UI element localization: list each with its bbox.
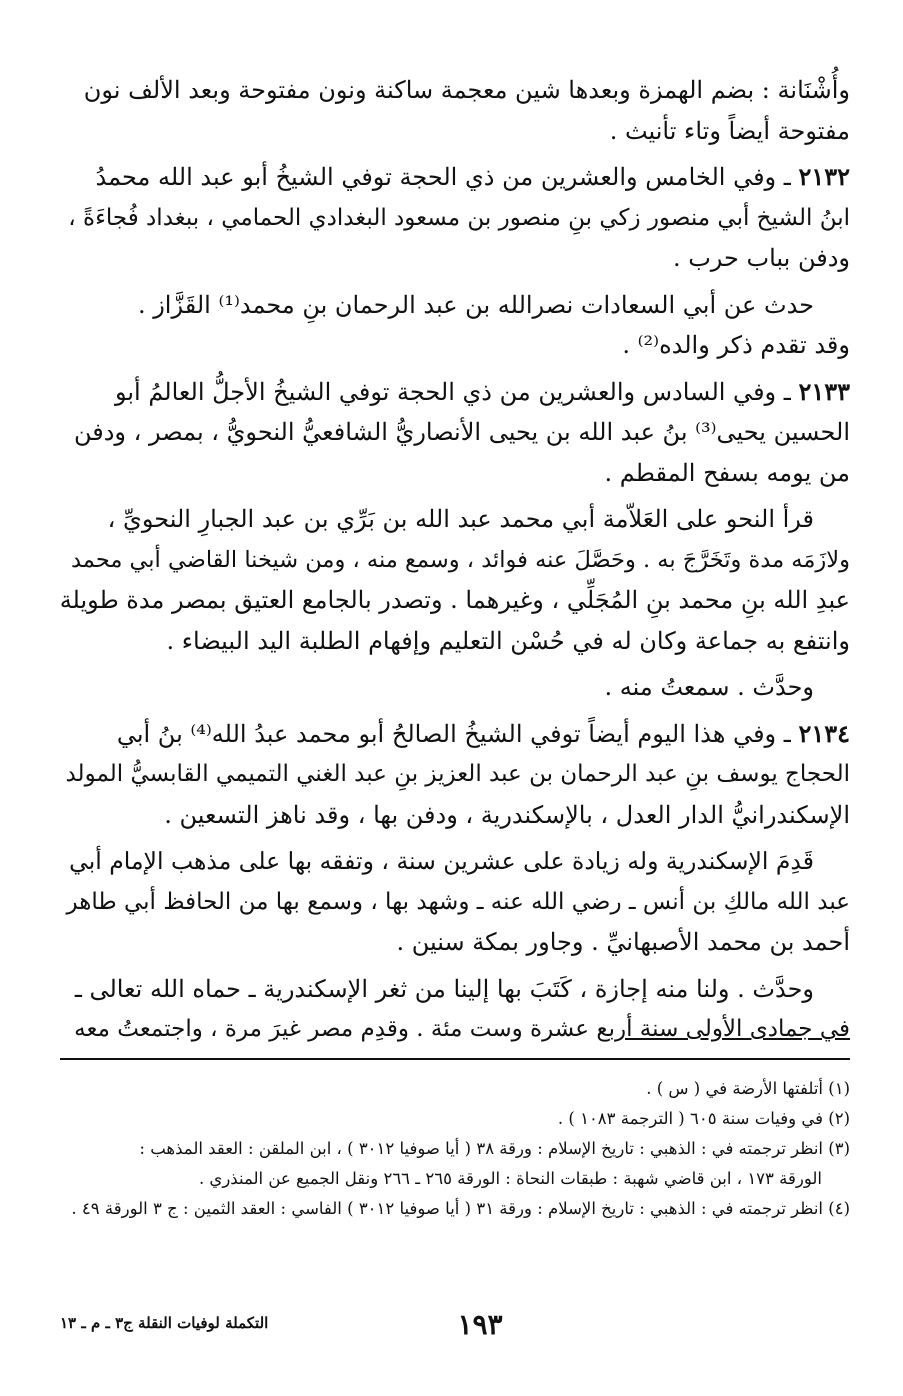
entry-number: ٢١٣٤ xyxy=(798,718,850,748)
entry-paragraph xyxy=(60,714,850,836)
line-text: حدث عن أبي السعادات نصرالله بن عبد الرحمان بنِ محمد⁽¹⁾ القَزَّاز . xyxy=(137,290,814,319)
text-line xyxy=(60,70,850,111)
text-line xyxy=(60,714,850,755)
line-text: ودفن بباب حرب . xyxy=(672,244,850,272)
text-line xyxy=(60,111,850,152)
entry-number: ٢١٣٣ xyxy=(798,376,850,406)
footnote: (١) أتلفتها الأرضة في ( س ) . xyxy=(646,1078,850,1098)
text-line xyxy=(60,499,850,540)
text-line xyxy=(60,198,850,239)
entry-paragraph xyxy=(60,157,850,279)
text-line xyxy=(60,754,850,795)
line-text: ـ وفي هذا اليوم أيضاً توفي الشيخُ الصالحُ أبو محمد عبدُ الله⁽⁴⁾ بنُ أبي xyxy=(116,719,791,748)
line-text: الإسكندرانيُّ الدار العدل ، بالإسكندرية ، ودفن بها ، وقد ناهز التسعين . xyxy=(164,800,850,829)
line-text: قرأ النحو على العَلاّمة أبي محمد عبد الله بن بَرِّي بن عبد الجبارِ النحويِّ ، xyxy=(107,505,814,533)
text-line xyxy=(60,372,850,413)
paragraph xyxy=(60,285,850,366)
line-text: قَدِمَ الإسكندرية وله زيادة على عشرين سنة ، وتفقه بها على مذهب الإمام أبي xyxy=(69,847,814,875)
page-footer xyxy=(60,1308,850,1348)
text-line xyxy=(60,157,850,198)
line-text: ـ وفي الخامس والعشرين من ذي الحجة توفي الشيخُ أبو عبد الله محمدُ xyxy=(95,163,791,191)
text-line xyxy=(60,580,850,621)
footnote: (٣) انظر ترجمته في : الذهبي : تاريخ الإسلام : ورقة ٣٨ ( أيا صوفيا ٣٠١٢ ) ، ابن الملقن : العقد المذهب : xyxy=(139,1138,850,1158)
text-line xyxy=(60,238,850,279)
text-line xyxy=(60,969,850,1010)
text-line xyxy=(60,922,850,963)
line-text: وحدَّث . ولنا منه إجازة ، كَتَبَ بها إلينا من ثغر الإسكندرية ـ حماه الله تعالى ـ xyxy=(74,974,814,1003)
footnotes xyxy=(60,1074,850,1224)
footnote: (٢) في وفيات سنة ٦٠٥ ( الترجمة ١٠٨٣ ) . xyxy=(557,1108,850,1128)
line-text: ـ وفي السادس والعشرين من ذي الحجة توفي الشيخُ الأجلُّ العالمُ أبو xyxy=(114,377,791,406)
footnote: (٤) انظر ترجمته في : الذهبي : تاريخ الإسلام : ورقة ٣١ ( أيا صوفيا ٣٠١٢ ) الفاسي : العقد الثمين : ج ٣ الورقة ٤٩ . xyxy=(71,1198,850,1218)
text-line xyxy=(60,621,850,662)
page-number: ١٩٣ xyxy=(457,1308,503,1341)
line-text: عبد الله مالكِ بن أنس ـ رضي الله عنه ـ وشهد بها ، وسمع بها من الحافظ أبي طاهر xyxy=(66,888,850,915)
line-text: أحمد بن محمد الأصبهانيِّ . وجاور بمكة سنين . xyxy=(396,928,850,956)
paragraph xyxy=(60,969,850,1050)
text-line xyxy=(60,841,850,882)
text-line xyxy=(60,667,850,708)
text-line xyxy=(60,540,850,581)
text-line xyxy=(60,412,850,453)
line-text: من يومه بسفح المقطم . xyxy=(604,458,850,487)
line-text: وقد تقدم ذكر والده⁽²⁾ . xyxy=(622,331,850,359)
page-content xyxy=(60,70,850,1224)
paragraph xyxy=(60,667,850,708)
line-text: ابنُ الشيخ أبي منصور زكي بنِ منصور بن مسعود البغدادي الحمامي ، ببغداد فُجاءَةً ، xyxy=(68,204,850,231)
paragraph xyxy=(60,70,850,151)
entry-paragraph xyxy=(60,372,850,494)
book-reference: التكملة لوفيات النقلة ج٣ ـ م ـ ١٣ xyxy=(60,1314,269,1332)
line-text: عبدِ الله بنِ محمد بنِ المُجَلِّي ، وغيرهما . وتصدر بالجامع العتيق بمصر مدة طويلة xyxy=(59,586,850,614)
paragraph xyxy=(60,841,850,963)
line-text: الحجاج يوسف بنِ عبد الرحمان بن عبد العزيز بنِ عبد الغني التميمي القابسيُّ المولد xyxy=(65,761,850,787)
paragraph xyxy=(60,499,850,661)
line-text: الحسين يحيى⁽³⁾ بنُ عبد الله بن يحيى الأنصاريُّ الشافعيُّ النحويُّ ، بمصر ، ودفن xyxy=(74,418,850,446)
line-text: في جمادى الأولى سنة أربع عشرة وست مئة . وقدِم مصر غيرَ مرة ، واجتمعتُ معه xyxy=(74,1016,850,1042)
underlined-phrase: في جمادى الأولى سنة أربع xyxy=(596,1016,850,1042)
text-line xyxy=(60,1009,850,1050)
line-text: مفتوحة أيضاً وتاء تأنيث . xyxy=(609,116,850,145)
line-text: وانتفع به جماعة وكان له في حُسْن التعليم وإفهام الطلبة اليد البيضاء . xyxy=(166,626,850,655)
text-line xyxy=(60,285,850,326)
text-line xyxy=(60,325,850,366)
line-text: ولازَمَه مدة وتَخَرَّجَ به . وحَصَّلَ عنه فوائد ، وسمع منه ، ومن شيخنا القاضي أبي محمد xyxy=(71,546,850,573)
line-text: وحدَّث . سمعتُ منه . xyxy=(604,673,814,701)
footnote: الورقة ١٧٣ ، ابن قاضي شهبة : طبقات النحاة : الورقة ٢٦٥ ـ ٢٦٦ ونقل الجميع عن المنذري . xyxy=(198,1168,822,1188)
body-text xyxy=(60,70,850,1050)
entry-number: ٢١٣٢ xyxy=(798,162,850,191)
text-line xyxy=(60,453,850,494)
text-line xyxy=(60,882,850,923)
text-line xyxy=(60,795,850,836)
footnote-separator xyxy=(60,1058,850,1060)
line-text: وأُشْنَانة : بضم الهمزة وبعدها شين معجمة ساكنة ونون مفتوحة وبعد الألف نون xyxy=(83,76,850,104)
